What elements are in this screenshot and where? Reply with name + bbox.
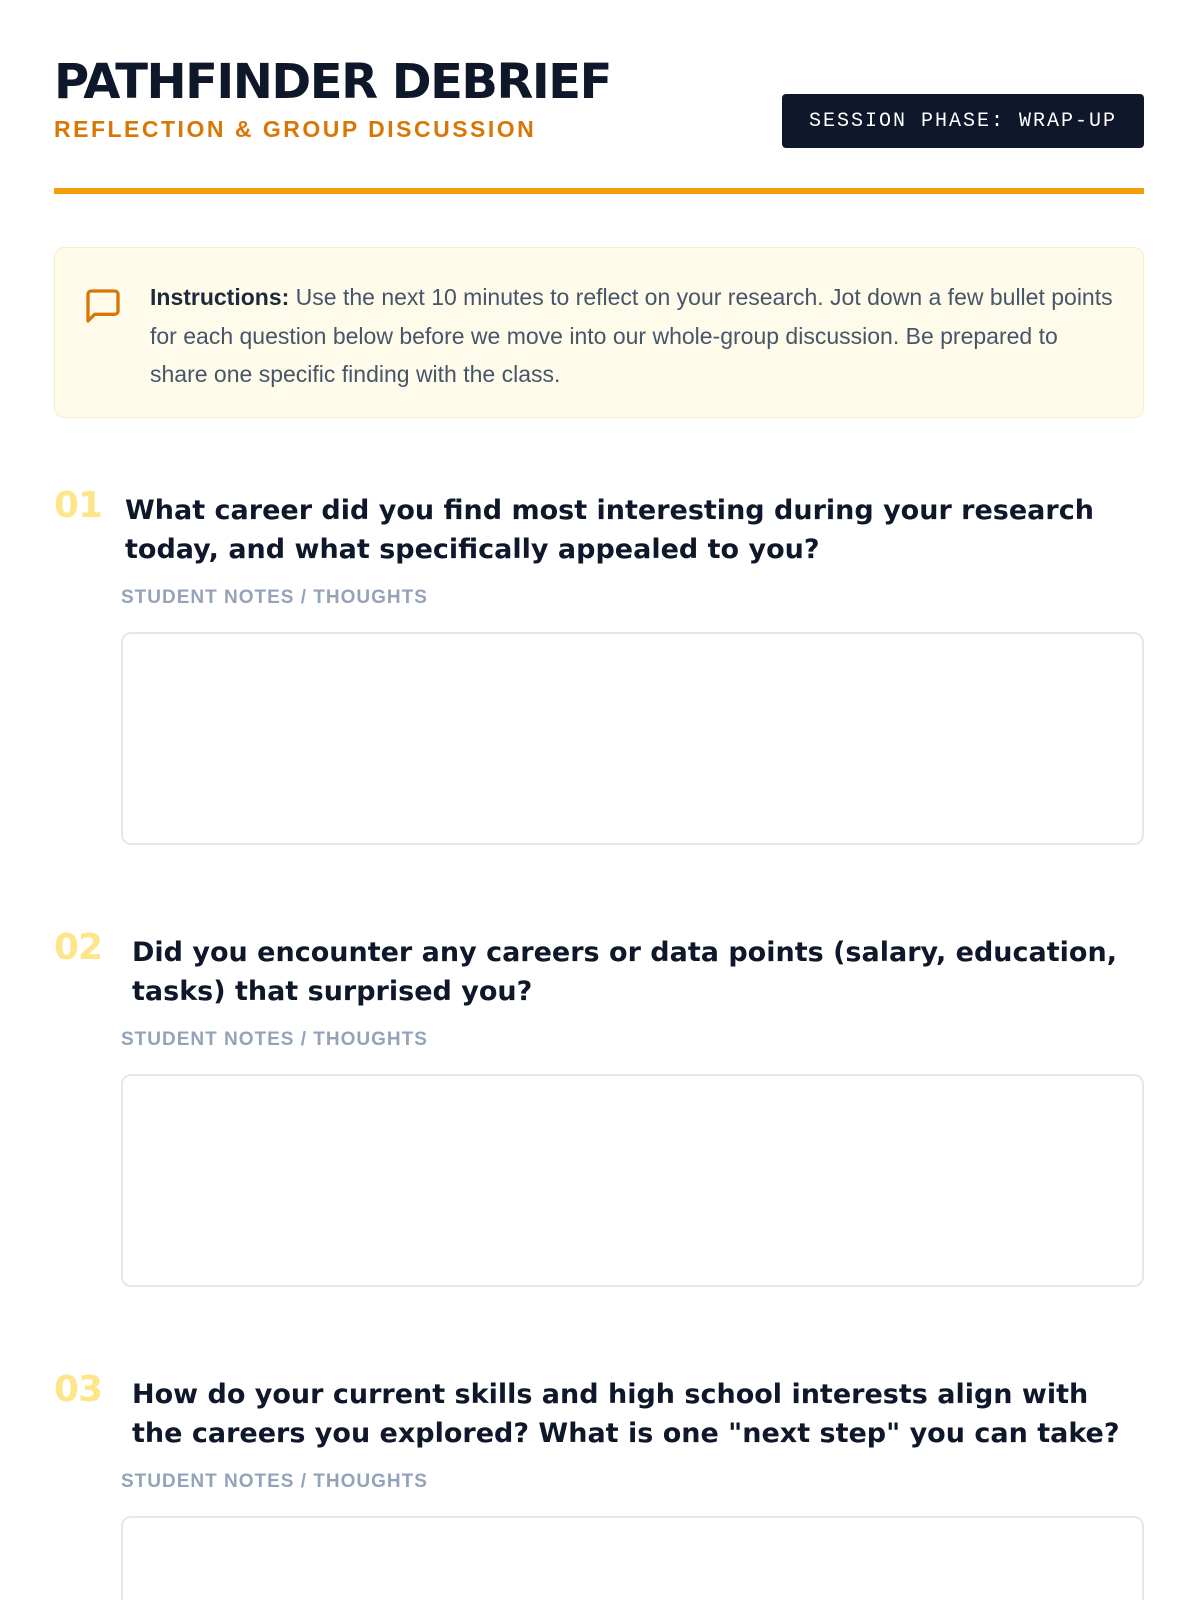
question-1 [54, 485, 1144, 848]
notes-label: STUDENT NOTES / THOUGHTS [121, 1029, 428, 1050]
instructions-text [150, 278, 1120, 394]
session-phase-badge: SESSION PHASE: WRAP-UP [782, 94, 1144, 148]
question-number: 02 [54, 927, 103, 968]
question-2 [54, 927, 1144, 1290]
student-notes-input[interactable] [121, 632, 1144, 845]
notes-label: STUDENT NOTES / THOUGHTS [121, 587, 428, 608]
message-square-icon [83, 286, 123, 326]
question-3 [54, 1369, 1144, 1600]
notes-label: STUDENT NOTES / THOUGHTS [121, 1471, 428, 1492]
page-title: PATHFINDER DEBRIEF [54, 54, 611, 110]
question-text: What career did you find most interesting during your research today, and what specifically appealed to you? [125, 495, 1094, 565]
header [54, 0, 1144, 194]
instructions-label: Instructions: [150, 284, 290, 310]
student-notes-input[interactable] [121, 1074, 1144, 1287]
question-text: How do your current skills and high school interests align with the careers you explored? What is one "next step" you can take? [132, 1379, 1120, 1449]
student-notes-input[interactable] [121, 1516, 1144, 1600]
instructions-body: Use the next 10 minutes to reflect on your research. Jot down a few bullet points for each question below before we move into our whole-group discussion. Be prepared to share one specific finding with the class. [150, 284, 1113, 387]
question-text: Did you encounter any careers or data points (salary, education, tasks) that surprised you? [132, 937, 1117, 1007]
page-subtitle: REFLECTION & GROUP DISCUSSION [54, 116, 537, 142]
question-number: 01 [54, 485, 103, 526]
question-number: 03 [54, 1369, 103, 1410]
instructions-callout [54, 247, 1144, 418]
